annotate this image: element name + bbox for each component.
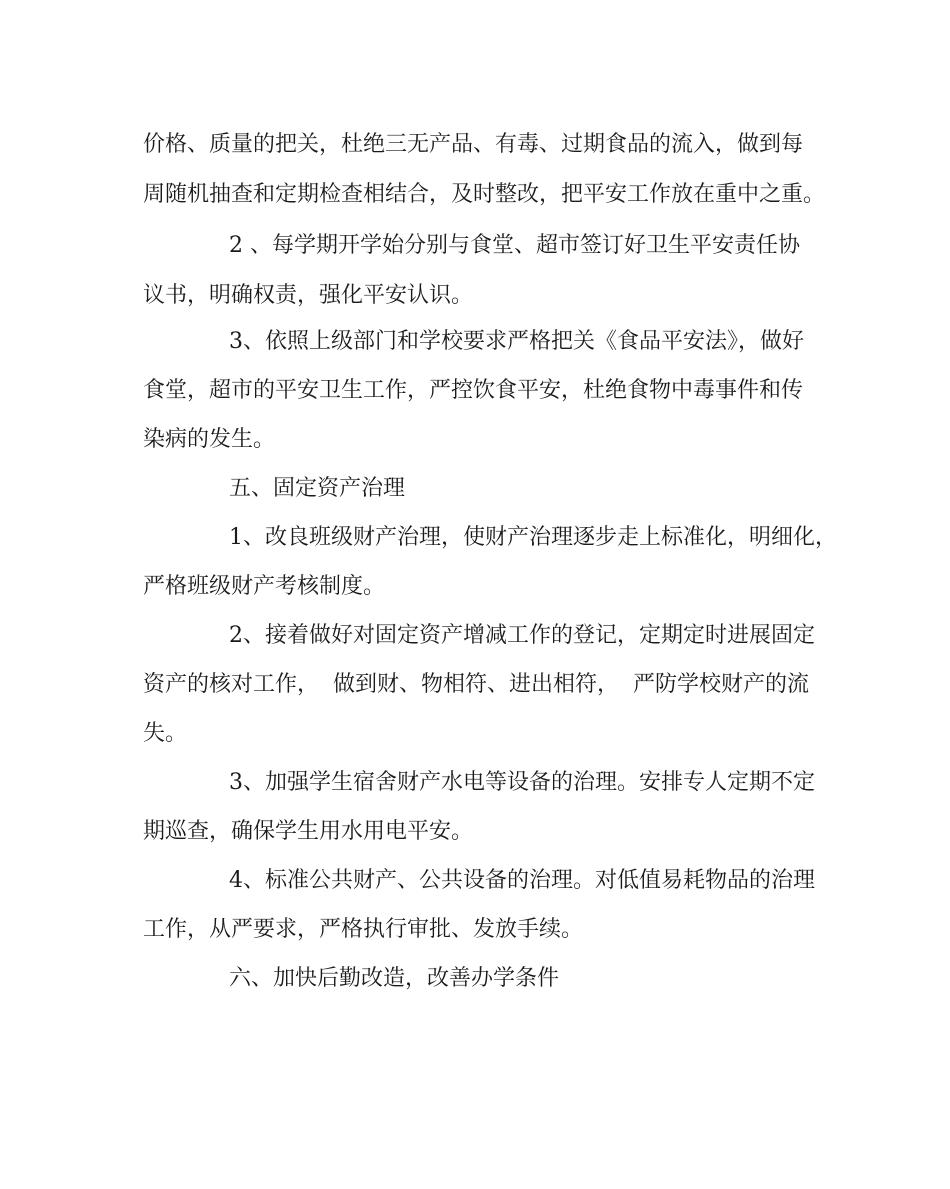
paragraph-heading-line: 3、加强学生宿舍财产水电等设备的治理。安排专人定期不定 (229, 770, 815, 795)
paragraph-heading-line: 1、改良班级财产治理，使财产治理逐步走上标准化，明细化， (229, 525, 837, 550)
text-line: 工作，从严要求，严格执行审批、发放手续。 (143, 917, 584, 942)
text-line: 严格班级财产考核制度。 (143, 574, 386, 599)
paragraph-heading-line: 2 、每学期开学始分别与食堂、超市签订好卫生平安责任协 (229, 233, 800, 258)
text-line: 议书，明确权责，强化平安认识。 (143, 283, 474, 308)
paragraph-heading-line: 4、标准公共财产、公共设备的治理。对低值易耗物品的治理 (229, 868, 815, 893)
paragraph-heading-line: 3、依照上级部门和学校要求严格把关《食品平安法》，做好 (229, 329, 804, 354)
text-line: 失。 (143, 721, 188, 746)
text-line: 周随机抽查和定期检查相结合，及时整改，把平安工作放在重中之重。 (143, 182, 826, 207)
paragraph-heading-line: 2、接着做好对固定资产增减工作的登记，定期定时进展固定 (229, 623, 815, 648)
section-heading: 六、加快后勤改造，改善办学条件 (229, 966, 560, 991)
text-line: 价格、质量的把关，杜绝三无产品、有毒、过期食品的流入，做到每 (143, 132, 804, 157)
text-line: 食堂，超市的平安卫生工作，严控饮食平安，杜绝食物中毒事件和传 (143, 378, 804, 403)
section-heading: 五、固定资产治理 (229, 476, 406, 501)
text-line: 染病的发生。 (143, 427, 276, 452)
text-line: 期巡查，确保学生用水用电平安。 (143, 819, 474, 844)
text-line: 资产的核对工作， 做到财、物相符、进出相符， 严防学校财产的流 (143, 672, 809, 697)
